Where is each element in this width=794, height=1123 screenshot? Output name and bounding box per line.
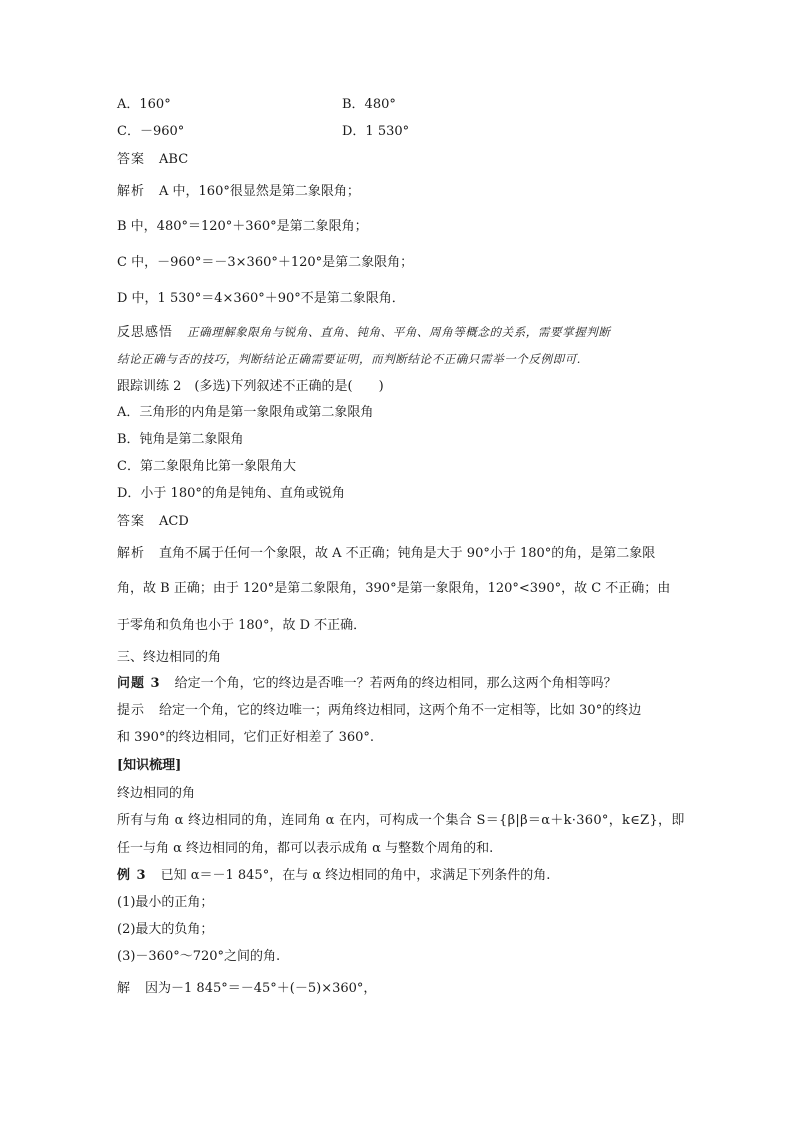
- reflection-line-2: 结论正确与否的技巧，判断结论正确需要证明，而判断结论不正确只需举一个反例即可.: [117, 352, 582, 366]
- example-label: 例 3: [117, 868, 147, 883]
- hint-line-2: 和 390°的终边相同，它们正好相差了 360°.: [117, 730, 375, 745]
- training2-option-d: D．小于 180°的角是钝角、直角或锐角: [117, 486, 345, 501]
- example-item-1: (1)最小的正角；: [117, 895, 214, 910]
- training2-option-c: C．第二象限角比第一象限角大: [117, 459, 296, 474]
- q1-option-c: C．－960°: [117, 124, 185, 139]
- q1-option-b: B．480°: [342, 97, 396, 112]
- knowledge-title: 终边相同的角: [117, 786, 196, 801]
- training2-analysis-line-1: [117, 545, 655, 563]
- analysis-text: 直角不属于任何一个象限，故 A 不正确；钝角是大于 90°小于 180°的角，是第二象限: [159, 546, 656, 561]
- problem-text: 给定一个角，它的终边是否唯一？若两角的终边相同，那么这两个角相等吗？: [174, 676, 617, 691]
- knowledge-tag: [知识梳理]: [117, 758, 182, 773]
- reflection-line-1: [117, 323, 611, 342]
- answer-value: ABC: [159, 152, 189, 167]
- example-item-2: (2)最大的负角；: [117, 922, 214, 937]
- answer-label: 答案: [117, 152, 146, 167]
- training2-answer: [117, 513, 189, 531]
- training2-option-a: A．三角形的内角是第一象限角或第二象限角: [117, 405, 374, 420]
- knowledge-line-2: 任一与角 α 终边相同的角，都可以表示成角 α 与整数个周角的和.: [117, 841, 494, 856]
- q1-analysis-line-3: C 中，－960°＝－3×360°＋120°是第二象限角；: [117, 255, 414, 270]
- answer-label: 答案: [117, 514, 146, 529]
- hint-line-1: [117, 702, 641, 720]
- q1-analysis-line-2: B 中，480°＝120°＋360°是第二象限角；: [117, 219, 368, 234]
- training2-title: 跟踪训练 2 (多选)下列叙述不正确的是( ): [117, 379, 384, 394]
- hint-text: 给定一个角，它的终边唯一；两角终边相同，这两个角不一定相等，比如 30°的终边: [159, 703, 642, 718]
- section-heading: 三、终边相同的角: [117, 650, 222, 665]
- q1-analysis-line-1: [117, 183, 360, 201]
- answer-value: ACD: [159, 514, 189, 529]
- problem-3: [117, 675, 617, 693]
- problem-label: 问题 3: [117, 676, 161, 691]
- reflection-text: 正确理解象限角与锐角、直角、钝角、平角、周角等概念的关系，需要掌握判断: [187, 325, 611, 339]
- training2-option-b: B．钝角是第二象限角: [117, 432, 244, 447]
- solution-label: 解: [117, 981, 132, 996]
- example-3: [117, 867, 550, 885]
- analysis-text: A 中，160°很显然是第二象限角；: [159, 184, 360, 199]
- q1-option-d: D．1 530°: [342, 124, 410, 139]
- example-item-3: (3)－360°～720°之间的角.: [117, 949, 281, 964]
- training2-analysis-line-3: 于零角和负角也小于 180°，故 D 不正确．: [117, 618, 367, 633]
- reflection-label: 反思感悟: [117, 325, 174, 340]
- hint-label: 提示: [117, 703, 146, 718]
- training2-analysis-line-2: 角，故 B 正确；由于 120°是第二象限角，390°是第一象限角，120°<390°，故 C 不正确；由: [117, 581, 671, 596]
- solution-text: 因为－1 845°＝－45°＋(－5)×360°，: [145, 981, 377, 996]
- example-text: 已知 α＝－1 845°，在与 α 终边相同的角中，求满足下列条件的角.: [160, 868, 551, 883]
- solution-line-1: [117, 980, 376, 998]
- q1-analysis-line-4: D 中，1 530°＝4×360°＋90°不是第二象限角．: [117, 291, 405, 306]
- q1-option-a: A．160°: [117, 97, 171, 112]
- q1-answer: [117, 151, 188, 169]
- knowledge-line-1: 所有与角 α 终边相同的角，连同角 α 在内，可构成一个集合 S＝{β|β＝α＋k·360°，k∈Z}，即: [117, 813, 685, 828]
- analysis-label: 解析: [117, 184, 146, 199]
- analysis-label: 解析: [117, 546, 146, 561]
